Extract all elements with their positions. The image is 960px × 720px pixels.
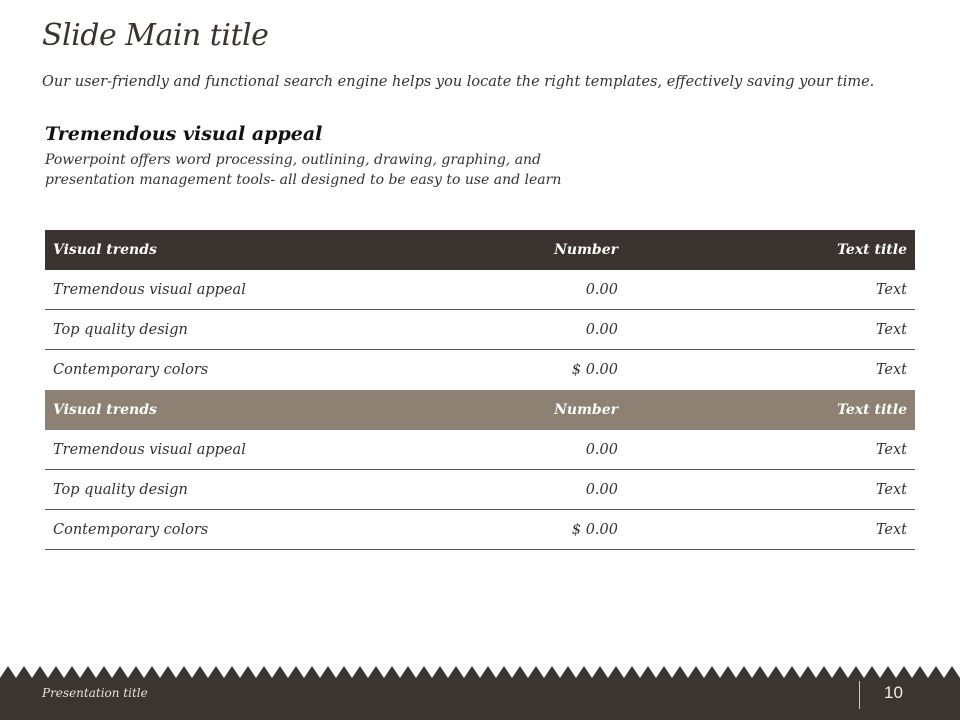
table-row — [45, 470, 915, 510]
table-cell: Text — [875, 441, 907, 458]
slide-subtitle: Our user-friendly and functional search engine helps you locate the right templates, effectively saving your time. — [42, 74, 875, 90]
table-cell: Text — [875, 321, 907, 338]
table-cell: $ 0.00 — [571, 521, 618, 538]
table-cell: 0.00 — [585, 281, 618, 298]
table-cell: Text — [875, 521, 907, 538]
page-number: 10 — [884, 683, 903, 702]
section-body — [45, 150, 565, 190]
header-cell: Text title — [837, 402, 907, 418]
section-body-line-1: Powerpoint offers word processing, outlining, drawing, graphing, and — [45, 152, 542, 168]
header-cell: Visual trends — [53, 242, 157, 258]
slide-title: Slide Main title — [42, 18, 269, 53]
table-cell: Text — [875, 281, 907, 298]
header-cell: Text title — [837, 242, 907, 258]
table-cell: Text — [875, 362, 907, 378]
header-cell: Visual trends — [53, 402, 157, 418]
footer-presentation-title: Presentation title — [42, 686, 148, 700]
table-row — [45, 510, 915, 550]
table-cell: 0.00 — [585, 441, 618, 458]
header-cell: Number — [554, 242, 618, 258]
table-header-row-2 — [45, 390, 915, 430]
table-cell: $ 0.00 — [571, 362, 618, 378]
table-cell: Top quality design — [53, 481, 188, 498]
table-cell: Top quality design — [53, 321, 188, 338]
table-cell: Contemporary colors — [53, 521, 209, 538]
table-row — [45, 270, 915, 310]
table-cell: Tremendous visual appeal — [53, 281, 246, 298]
data-table — [45, 230, 915, 550]
table-cell: 0.00 — [585, 321, 618, 338]
table-row — [45, 310, 915, 350]
section-body-line-2: presentation management tools- all designed to be easy to use and learn — [45, 172, 562, 188]
table-row — [45, 350, 915, 390]
table-cell: Text — [875, 481, 907, 498]
table-cell: 0.00 — [585, 481, 618, 498]
footer-divider — [859, 681, 860, 709]
table-header-row-1 — [45, 230, 915, 270]
table-cell: Contemporary colors — [53, 362, 209, 378]
table-row — [45, 430, 915, 470]
header-cell: Number — [554, 402, 618, 418]
section-heading: Tremendous visual appeal — [45, 123, 323, 145]
table-cell: Tremendous visual appeal — [53, 441, 246, 458]
